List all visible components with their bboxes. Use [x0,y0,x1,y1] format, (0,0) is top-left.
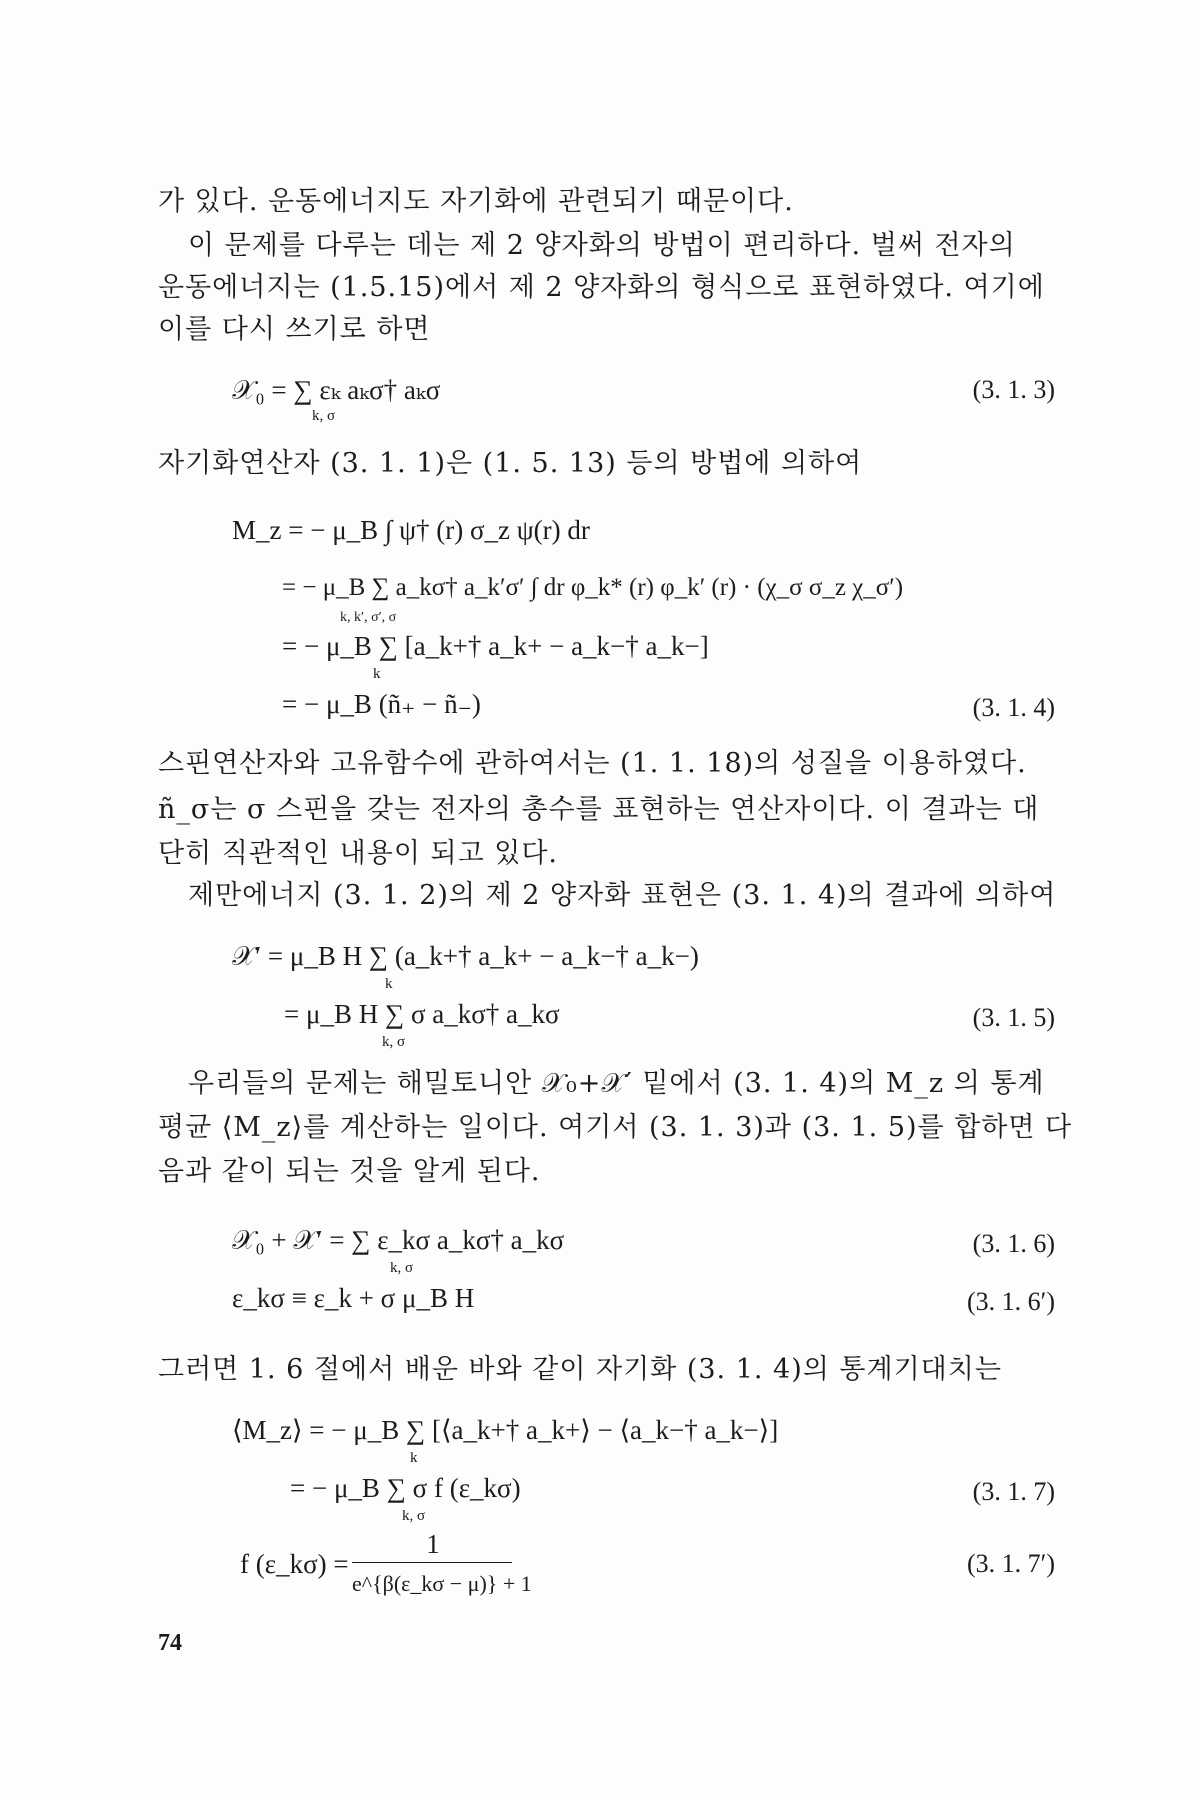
summation-subscript: k [373,666,381,682]
summation-subscript: k, σ [402,1508,426,1524]
text-line: 제만에너지 (3. 1. 2)의 제 2 양자화 표현은 (3. 1. 4)의 결과에 의하여 [188,880,1057,911]
equation-3-1-7-line-1: ⟨M_z⟩ = − μ_B ∑ [⟨a_k+† a_k+⟩ − ⟨a_k−† a_k−⟩] [232,1415,779,1445]
text-line: 그러면 1. 6 절에서 배운 바와 같이 자기화 (3. 1. 4)의 통계기대치는 [158,1354,1002,1385]
equation-number: (3. 1. 7) [972,1477,1055,1506]
equation-3-1-4-line-1: M_z = − μ_B ∫ ψ† (r) σ_z ψ(r) dr [232,515,590,545]
equation-number: (3. 1. 7′) [966,1549,1055,1578]
equation-3-1-4-line-3: = − μ_B ∑ [a_k+† a_k+ − a_k−† a_k−] [282,631,709,661]
text-line: 자기화연산자 (3. 1. 1)은 (1. 5. 13) 등의 방법에 의하여 [158,448,863,479]
equation-3-1-7-prime-lhs: f (ε_kσ) = [240,1549,349,1579]
text-line: 스핀연산자와 고유함수에 관하여서는 (1. 1. 18)의 성질을 이용하였다. [158,748,1027,779]
summation-subscript: k, σ [312,408,336,424]
summation-subscript: k [410,1450,418,1466]
fraction-bar [352,1562,512,1563]
summation-subscript: k, k′, σ′, σ [340,610,397,625]
equation-number: (3. 1. 6′) [966,1287,1055,1316]
text-line: ñ_σ는 σ 스핀을 갖는 전자의 총수를 표현하는 연산자이다. 이 결과는 대 [158,794,1040,825]
equation-number: (3. 1. 4) [972,693,1055,722]
summation-subscript: k, σ [390,1260,414,1276]
summation-subscript: k [385,976,393,992]
equation-3-1-7-line-2: = − μ_B ∑ σ f (ε_kσ) [290,1473,521,1503]
text-line: 단히 직관적인 내용이 되고 있다. [158,838,558,869]
equation-number: (3. 1. 3) [972,375,1055,404]
equation-3-1-5-line-2: = μ_B H ∑ σ a_kσ† a_kσ [284,999,560,1029]
text-line: 이 문제를 다루는 데는 제 2 양자화의 방법이 편리하다. 벌써 전자의 [188,230,1016,261]
fraction-denominator: e^{β(ε_kσ − μ)} + 1 [352,1571,532,1596]
fraction-numerator: 1 [426,1529,440,1559]
equation-3-1-4-line-2: = − μ_B ∑ a_kσ† a_k′σ′ ∫ dr φ_k* (r) φ_k′ (r) · (χ_σ σ_z χ_σ′) [282,574,904,601]
page-number: 74 [158,1630,182,1656]
text-line: 운동에너지는 (1.5.15)에서 제 2 양자화의 형식으로 표현하였다. 여기에 [158,272,1045,303]
equation-3-1-6-prime: ε_kσ ≡ ε_k + σ μ_B H [232,1283,475,1313]
text-line: 평균 ⟨M_z⟩를 계산하는 일이다. 여기서 (3. 1. 3)과 (3. 1. 5)를 합하면 다 [158,1112,1073,1143]
equation-number: (3. 1. 5) [972,1003,1055,1032]
text-line: 음과 같이 되는 것을 알게 된다. [158,1156,541,1187]
text-line: 우리들의 문제는 해밀토니안 𝒳₀+𝒳′ 밑에서 (3. 1. 4)의 M_z 의 통계 [188,1068,1045,1099]
equation-3-1-3: 𝒳₀ = ∑ εₖ aₖσ† aₖσ [232,375,441,405]
summation-subscript: k, σ [382,1034,406,1050]
equation-number: (3. 1. 6) [972,1229,1055,1258]
equation-3-1-5-line-1: 𝒳′ = μ_B H ∑ (a_k+† a_k+ − a_k−† a_k−) [232,941,699,971]
text-line: 가 있다. 운동에너지도 자기화에 관련되기 때문이다. [158,186,794,217]
text-line: 이를 다시 쓰기로 하면 [158,314,431,345]
equation-3-1-6: 𝒳₀ + 𝒳′ = ∑ ε_kσ a_kσ† a_kσ [232,1225,565,1255]
equation-3-1-4-line-4: = − μ_B (ñ₊ − ñ₋) [282,689,481,719]
